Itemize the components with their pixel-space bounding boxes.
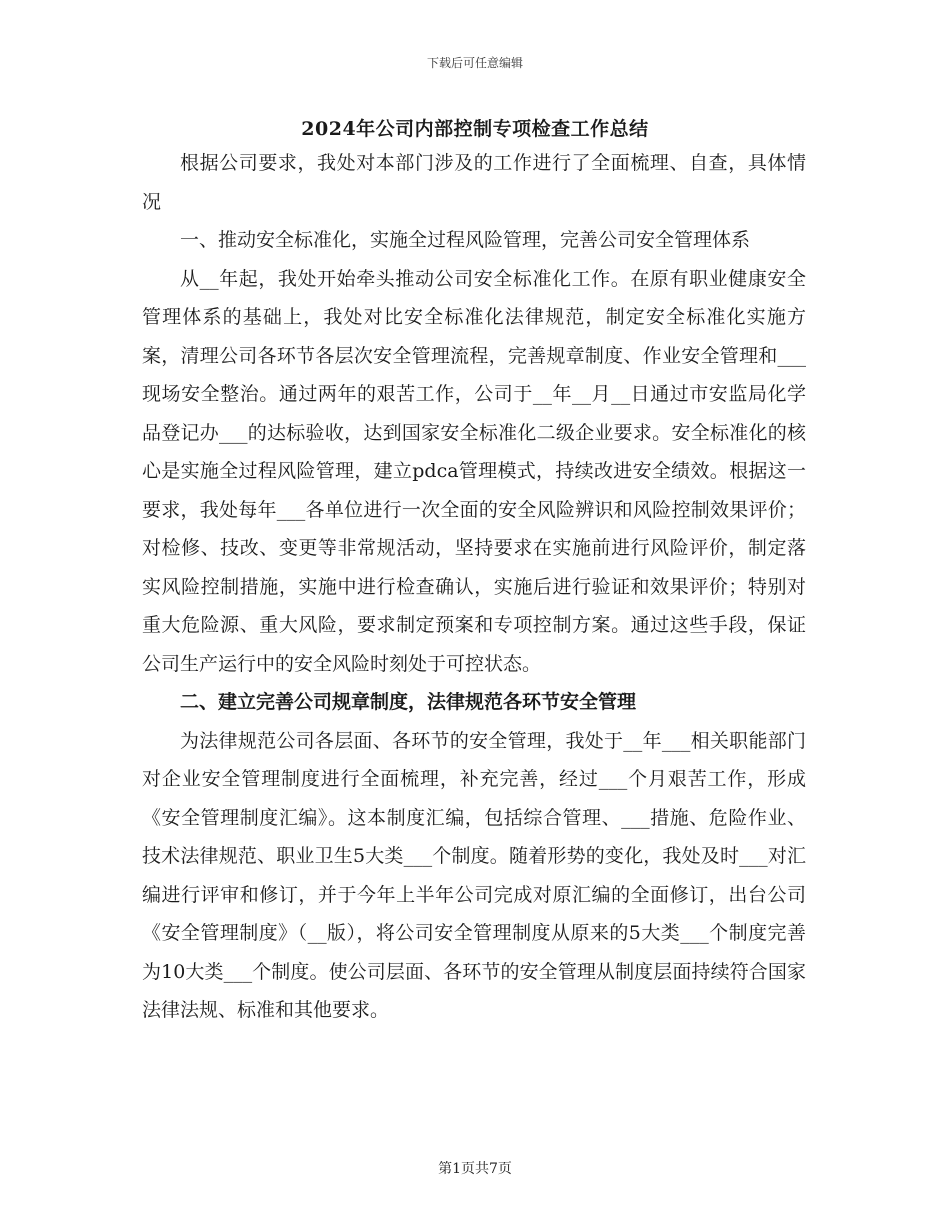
section-2-paragraph: 为法律规范公司各层面、各环节的安全管理，我处于__年___相关职能部门对企业安全管理制度进行全面梳理，补充完善，经过___个月艰苦工作，形成《安全管理制度汇编》。这本制度汇编，包括综合管理、___措施、危险作业、技术法律规范、职业卫生5大类___个制度。随着形势的变化，我处及时___对汇编进行评审和修订，并于今年上半年公司完成对原汇编的全面修订，出台公司《安全管理制度》（__版），将公司安全管理制度从原来的5大类___个制度完善为10大类___个制度。使公司层面、各环节的安全管理从制度层面持续符合国家法律法规、标准和其他要求。 bbox=[142, 729, 806, 1021]
section-heading-2: 二、建立完善公司规章制度，法律规范各环节安全管理 bbox=[180, 691, 637, 713]
page-number: 第1页共7页 bbox=[438, 1161, 512, 1177]
section-heading-1: 一、推动安全标准化，实施全过程风险管理，完善公司安全管理体系 bbox=[180, 229, 751, 251]
header-note: 下载后可任意编辑 bbox=[426, 56, 523, 70]
section-1-paragraph: 从__年起，我处开始牵头推动公司安全标准化工作。在原有职业健康安全管理体系的基础上，我处对比安全标准化法律规范，制定安全标准化实施方案，清理公司各环节各层次安全管理流程，完善规章制度、作业安全管理和___现场安全整治。通过两年的艰苦工作，公司于__年__月__日通过市安监局化学品登记办___的达标验收，达到国家安全标准化二级企业要求。安全标准化的核心是实施全过程风险管理，建立pdca管理模式，持续改进安全绩效。根据这一要求，我处每年___各单位进行一次全面的安全风险辨识和风险控制效果评价；对检修、技改、变更等非常规活动，坚持要求在实施前进行风险评价，制定落实风险控制措施，实施中进行检查确认，实施后进行验证和效果评价；特别对重大危险源、重大风险，要求制定预案和专项控制方案。通过这些手段，保证公司生产运行中的安全风险时刻处于可控状态。 bbox=[142, 267, 806, 675]
intro-paragraph: 根据公司要求，我处对本部门涉及的工作进行了全面梳理、自查，具体情况 bbox=[142, 152, 806, 213]
document-title: 2024年公司内部控制专项检查工作总结 bbox=[301, 118, 649, 140]
document-body bbox=[142, 144, 806, 1030]
